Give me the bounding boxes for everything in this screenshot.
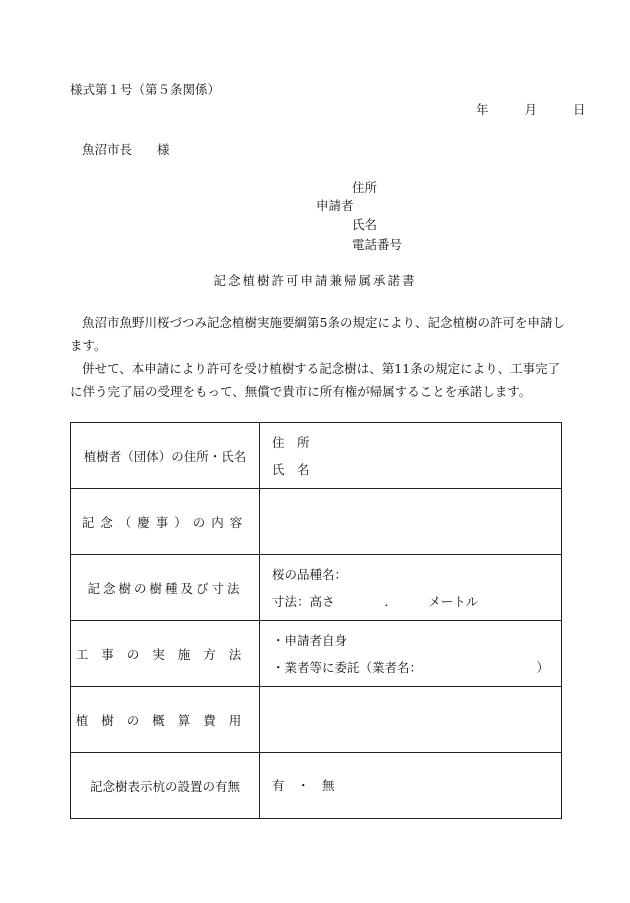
option-applicant-self[interactable]: ・申請者自身 — [272, 632, 348, 648]
date-line — [476, 100, 585, 118]
row-value-tree-species[interactable] — [260, 555, 562, 621]
table-row — [71, 621, 562, 687]
table-row — [71, 555, 562, 621]
application-table — [70, 422, 562, 819]
phone-label: 電話番号 — [352, 237, 403, 252]
contractor-close-paren: ） — [536, 659, 549, 675]
form-number: 様式第１号（第５条関係） — [70, 82, 221, 97]
option-contractor[interactable] — [272, 654, 561, 681]
contractor-label: ・業者等に委託（業者名： — [272, 659, 423, 675]
row-label-marker-stake: 記念樹表示杭の設置の有無 — [71, 753, 260, 819]
planter-address-label: 住 所 — [272, 434, 310, 450]
applicant-label: 申請者 — [316, 198, 354, 213]
table-row — [71, 489, 562, 555]
date-year: 年 — [476, 102, 489, 117]
row-label-planter: 植樹者（団体）の住所・氏名 — [71, 423, 260, 489]
row-label-construction-method: 工事の実施方法 — [71, 621, 260, 687]
table-row — [71, 753, 562, 819]
row-value-occasion[interactable] — [260, 489, 562, 555]
table-row — [71, 687, 562, 753]
body-paragraph-2: 併せて、本申請により許可を受け植樹する記念樹は、第11条の規定により、工事完了に伴う完了届の受理をもって、無償で貴市に所有権が帰属することを承諾します。 — [70, 361, 561, 399]
document-title: 記念植樹許可申請兼帰属承諾書 — [213, 273, 417, 288]
body-paragraph-1: 魚沼市魚野川桜づつみ記念植樹実施要綱第5条の規定により、記念植樹の許可を申請します。 — [70, 315, 565, 353]
row-value-construction-method[interactable] — [260, 621, 562, 687]
date-month: 月 — [524, 102, 537, 117]
name-label: 氏名 — [352, 217, 378, 232]
row-value-marker-stake[interactable] — [260, 753, 562, 819]
tree-height-label: 寸法：高さ ． メートル — [272, 593, 479, 609]
row-value-estimated-cost[interactable] — [260, 687, 562, 753]
addressee: 魚沼市長 様 — [82, 142, 170, 157]
row-label-occasion: 記念（慶事）の内容 — [71, 489, 260, 555]
row-value-planter[interactable] — [260, 423, 562, 489]
cherry-variety-label: 桜の品種名： — [272, 566, 348, 582]
address-label: 住所 — [352, 180, 378, 195]
row-label-tree-species: 記念樹の樹種及び寸法 — [71, 555, 260, 621]
marker-stake-options[interactable]: 有 ・ 無 — [272, 778, 335, 793]
date-day: 日 — [572, 102, 586, 117]
planter-name-label: 氏 名 — [272, 461, 310, 477]
row-label-estimated-cost: 植樹の概算費用 — [71, 687, 260, 753]
table-row — [71, 423, 562, 489]
